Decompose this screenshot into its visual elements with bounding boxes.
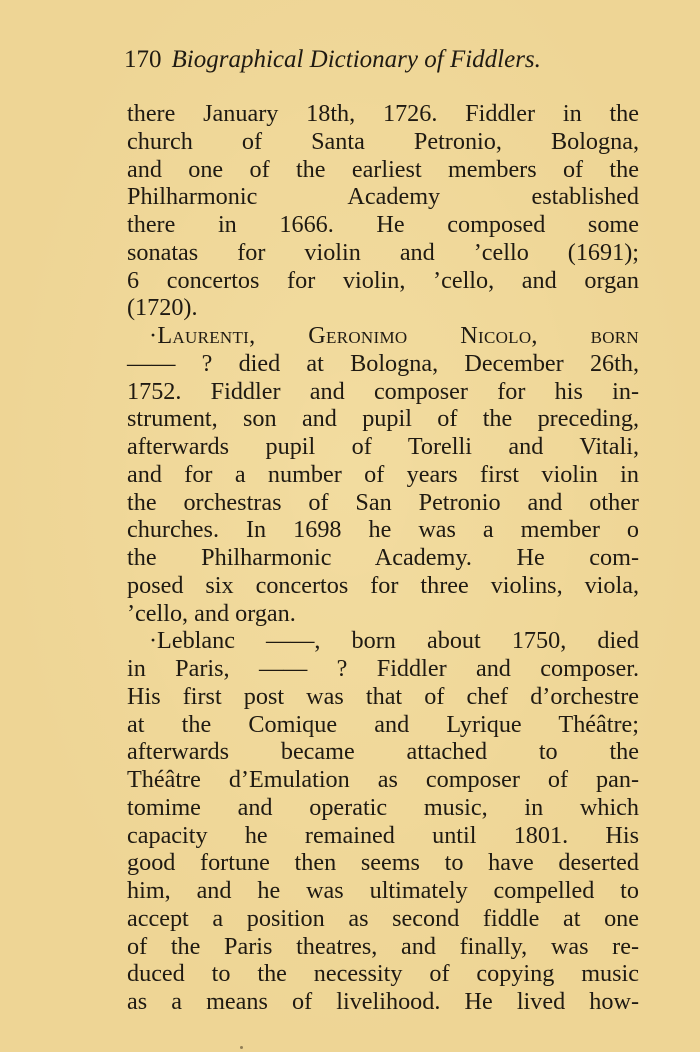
page-number: 170: [124, 46, 162, 73]
text-line: tomime and operatic music, in which: [127, 793, 639, 821]
text-line: sonatas for violin and ’cello (1691);: [127, 238, 639, 266]
entry-heading-leblanc: ·Leblanc ——, born about 1750, died: [149, 627, 639, 655]
text-line: and one of the earliest members of the: [127, 155, 639, 183]
text-line: Théâtre d’Emulation as composer of pan-: [127, 766, 639, 793]
text-line: good fortune then seems to have deserted: [127, 849, 639, 877]
text-line: the orchestras of San Petronio and other: [127, 488, 639, 516]
text-line: capacity he remained until 1801. His: [127, 821, 639, 849]
text-line: of the Paris theatres, and finally, was re-: [127, 932, 639, 960]
text-line: His first post was that of chef d’orchestre: [127, 682, 639, 710]
text-line: posed six concertos for three violins, viola,: [127, 571, 639, 599]
text-line: as a means of livelihood. He lived how-: [127, 988, 639, 1015]
paper-speck: [240, 1046, 243, 1049]
running-title: Biographical Dictionary of Fiddlers.: [171, 46, 541, 73]
text-line: afterwards became attached to the: [127, 738, 639, 766]
text-line: churches. In 1698 he was a member o: [127, 516, 639, 544]
text-line: there January 18th, 1726. Fiddler in the: [127, 100, 639, 127]
text-line: 6 concertos for violin, ’cello, and organ: [127, 266, 639, 294]
text-line: the Philharmonic Academy. He com-: [127, 544, 639, 571]
text-line: there in 1666. He composed some: [127, 211, 639, 238]
text-line: ’cello, and organ.: [127, 599, 296, 627]
text-line: duced to the necessity of copying music: [127, 960, 639, 988]
running-head: [124, 44, 594, 76]
text-line: him, and he was ultimately compelled to: [127, 877, 639, 904]
entry-heading-laurenti: ·Laurenti, Geronimo Nicolo, born: [149, 322, 639, 349]
text-line: in Paris, —— ? Fiddler and composer.: [127, 655, 639, 682]
text-line: and for a number of years first violin in: [127, 460, 639, 488]
text-line: —— ? died at Bologna, December 26th,: [127, 349, 639, 377]
text-line: Philharmonic Academy established: [127, 183, 639, 211]
text-line: accept a position as second fiddle at one: [127, 904, 639, 932]
body-text: [127, 100, 639, 1016]
text-line: (1720).: [127, 294, 198, 322]
text-line: afterwards pupil of Torelli and Vitali,: [127, 433, 639, 460]
text-line: church of Santa Petronio, Bologna,: [127, 127, 639, 155]
text-line: at the Comique and Lyrique Théâtre;: [127, 710, 639, 738]
text-line: strument, son and pupil of the preceding,: [127, 405, 639, 433]
text-line: 1752. Fiddler and composer for his in-: [127, 377, 639, 405]
